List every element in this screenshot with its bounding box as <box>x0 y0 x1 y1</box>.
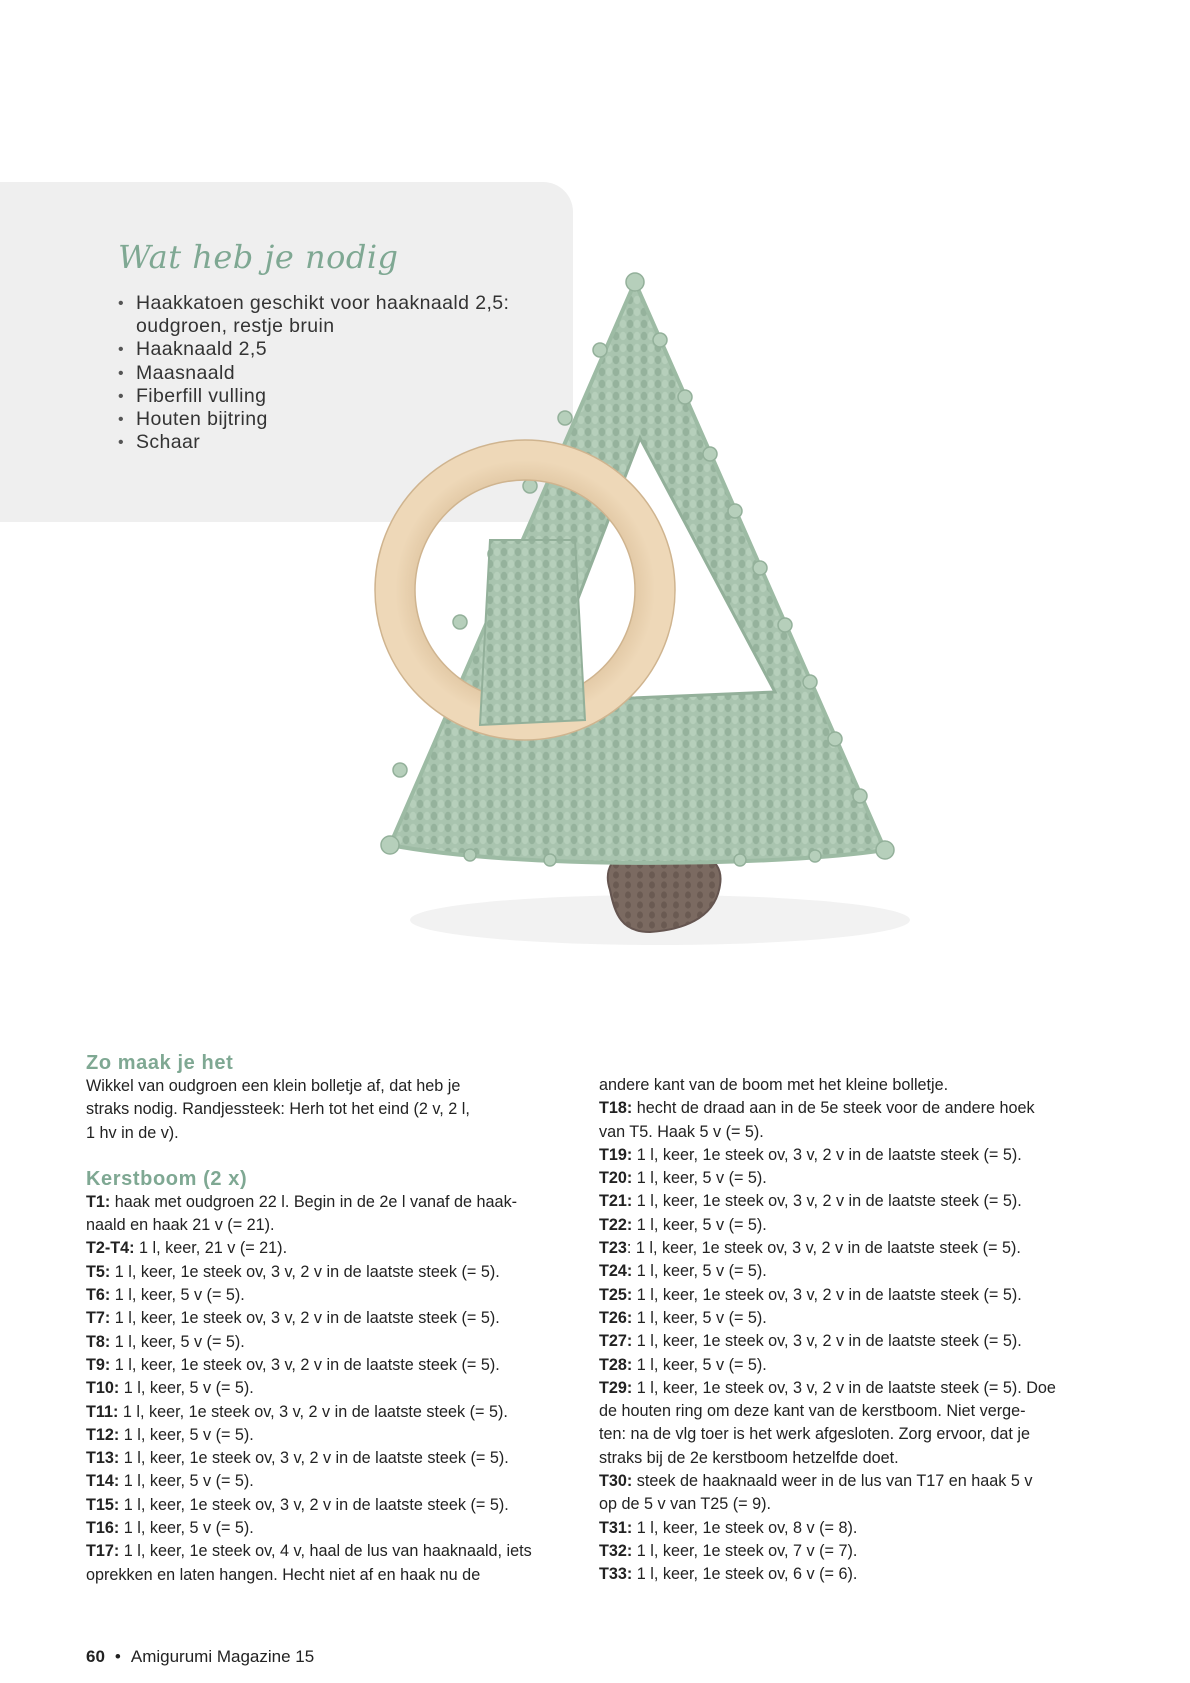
row-text: de houten ring om deze kant van de kerstboom. Niet verge- <box>599 1402 1026 1421</box>
pattern-row <box>599 1423 1099 1446</box>
pattern-row <box>86 1284 586 1307</box>
row-label: T16: <box>86 1519 120 1538</box>
row-text: haak met oudgroen 22 l. Begin in de 2e l vanaf de haak- <box>110 1192 518 1211</box>
pattern-row <box>86 1237 586 1260</box>
pattern-row <box>599 1260 1099 1283</box>
page-footer <box>86 1647 314 1667</box>
row-text: 1 l, keer, 5 v (= 5). <box>110 1332 245 1351</box>
row-label: T11: <box>86 1402 119 1421</box>
pattern-row <box>86 1517 586 1540</box>
row-label: T6: <box>86 1286 111 1305</box>
row-label: T15: <box>86 1495 120 1514</box>
row-label: T14: <box>86 1472 120 1491</box>
pattern-row <box>86 1331 586 1354</box>
pattern-row <box>599 1517 1099 1540</box>
pattern-row <box>599 1074 1099 1097</box>
materials-title: Wat heb je nodig <box>118 238 399 276</box>
pattern-row <box>599 1354 1099 1377</box>
magazine-name: Amigurumi Magazine 15 <box>130 1647 315 1666</box>
pattern-row <box>599 1493 1099 1516</box>
row-label: T28: <box>599 1355 633 1374</box>
pattern-row <box>599 1237 1099 1260</box>
row-label: T26: <box>599 1308 633 1327</box>
row-label: T23 <box>599 1239 627 1258</box>
row-text: steek de haaknaald weer in de lus van T17 en haak 5 v <box>632 1472 1033 1491</box>
row-text: 1 l, keer, 1e steek ov, 3 v, 2 v in de laatste steek (= 5). <box>632 1332 1022 1351</box>
pattern-rows-right <box>599 1074 1099 1587</box>
pattern-row <box>599 1400 1099 1423</box>
intro-heading: Zo maak je het <box>86 1052 234 1074</box>
row-label: T9: <box>86 1355 111 1374</box>
row-text: 1 l, keer, 1e steek ov, 3 v, 2 v in de laatste steek (= 5). <box>119 1449 509 1468</box>
row-text: 1 l, keer, 1e steek ov, 3 v, 2 v in de laatste steek (= 5). <box>110 1309 500 1328</box>
pattern-row <box>86 1470 586 1493</box>
row-label: T20: <box>599 1169 633 1188</box>
pattern-row <box>86 1424 586 1447</box>
row-text: 1 l, keer, 1e steek ov, 3 v, 2 v in de laatste steek (= 5). <box>632 1285 1022 1304</box>
pattern-row <box>86 1261 586 1284</box>
pattern-row <box>599 1377 1099 1400</box>
row-label: T13: <box>86 1449 120 1468</box>
intro-line: 1 hv in de v). <box>86 1123 179 1142</box>
material-item: • Fiberfill vulling <box>118 385 509 408</box>
row-text: 1 l, keer, 1e steek ov, 3 v, 2 v in de laatste steek (= 5). <box>632 1192 1022 1211</box>
row-text: 1 l, keer, 1e steek ov, 4 v, haal de lus van haaknaald, iets <box>119 1542 532 1561</box>
pattern-row <box>599 1330 1099 1353</box>
row-label: T10: <box>86 1379 120 1398</box>
pattern-row <box>86 1214 586 1237</box>
row-text: 1 l, keer, 5 v (= 5). <box>119 1519 254 1538</box>
row-label: T17: <box>86 1542 120 1561</box>
row-text: 1 l, keer, 5 v (= 5). <box>110 1286 245 1305</box>
row-text: andere kant van de boom met het kleine bolletje. <box>599 1076 949 1094</box>
row-label: T7: <box>86 1309 111 1328</box>
row-label: T5: <box>86 1262 111 1281</box>
page-number: 60 <box>86 1647 105 1666</box>
pattern-row <box>86 1191 586 1214</box>
row-label: T32: <box>599 1541 633 1560</box>
footer-separator: • <box>114 1647 121 1666</box>
material-item: • Haakkatoen geschikt voor haaknaald 2,5: <box>118 292 509 315</box>
row-label: T1: <box>86 1192 111 1211</box>
row-label: T8: <box>86 1332 111 1351</box>
right-column <box>599 1074 1099 1587</box>
row-label: T24: <box>599 1262 633 1281</box>
pattern-heading: Kerstboom (2 x) <box>86 1167 248 1190</box>
row-label: T29: <box>599 1378 633 1397</box>
pattern-rows-left <box>86 1191 586 1587</box>
row-text: 1 l, keer, 1e steek ov, 3 v, 2 v in de laatste steek (= 5). <box>632 1145 1022 1164</box>
row-text: op de 5 v van T25 (= 9). <box>599 1495 772 1514</box>
row-text: ten: na de vlg toer is het werk afgesloten. Zorg ervoor, dat je <box>599 1425 1031 1444</box>
pattern-row <box>599 1097 1099 1120</box>
row-label: T2-T4: <box>86 1239 135 1258</box>
row-text: hecht de draad aan in de 5e steek voor de andere hoek <box>632 1099 1035 1118</box>
row-text: 1 l, keer, 1e steek ov, 8 v (= 8). <box>632 1518 858 1537</box>
pattern-row <box>599 1121 1099 1144</box>
row-text: 1 l, keer, 5 v (= 5). <box>632 1262 767 1281</box>
row-text: straks bij de 2e kerstboom hetzelfde doet. <box>599 1448 899 1467</box>
pattern-row <box>599 1470 1099 1493</box>
pattern-row <box>599 1540 1099 1563</box>
crochet-tree-photo <box>360 270 960 1010</box>
row-text: van T5. Haak 5 v (= 5). <box>599 1122 764 1141</box>
intro-line: Wikkel van oudgroen een klein bolletje af, dat heb je <box>86 1077 461 1095</box>
row-text: 1 l, keer, 5 v (= 5). <box>632 1308 767 1327</box>
row-text: 1 l, keer, 5 v (= 5). <box>632 1355 767 1374</box>
pattern-row <box>599 1214 1099 1237</box>
row-label: T21: <box>599 1192 633 1211</box>
row-text: 1 l, keer, 5 v (= 5). <box>632 1215 767 1234</box>
row-text: 1 l, keer, 1e steek ov, 7 v (= 7). <box>632 1541 858 1560</box>
row-text: oprekken en laten hangen. Hecht niet af en haak nu de <box>86 1565 481 1584</box>
pattern-row <box>599 1447 1099 1470</box>
row-label: T12: <box>86 1425 120 1444</box>
row-text: 1 l, keer, 5 v (= 5). <box>632 1169 767 1188</box>
pattern-row <box>599 1307 1099 1330</box>
row-label: T22: <box>599 1215 633 1234</box>
pattern-row <box>86 1494 586 1517</box>
pattern-row <box>86 1564 586 1587</box>
row-text: : 1 l, keer, 1e steek ov, 3 v, 2 v in de laatste steek (= 5). <box>626 1239 1021 1258</box>
pattern-row <box>599 1284 1099 1307</box>
intro-line: straks nodig. Randjessteek: Herh tot het eind (2 v, 2 l, <box>86 1100 470 1119</box>
row-text: 1 l, keer, 5 v (= 5). <box>119 1425 254 1444</box>
pattern-row <box>86 1401 586 1424</box>
pattern-row <box>86 1354 586 1377</box>
row-label: T18: <box>599 1099 633 1118</box>
material-item: • Maasnaald <box>118 362 509 385</box>
pattern-row <box>599 1190 1099 1213</box>
pattern-row <box>599 1563 1099 1586</box>
pattern-row <box>86 1447 586 1470</box>
row-label: T27: <box>599 1332 633 1351</box>
row-text: 1 l, keer, 21 v (= 21). <box>134 1239 288 1258</box>
left-column <box>86 1051 586 1587</box>
row-label: T25: <box>599 1285 633 1304</box>
pattern-row <box>599 1167 1099 1190</box>
pattern-row <box>86 1377 586 1400</box>
row-text: 1 l, keer, 1e steek ov, 3 v, 2 v in de laatste steek (= 5). <box>110 1355 500 1374</box>
row-label: T30: <box>599 1472 633 1491</box>
row-text: 1 l, keer, 5 v (= 5). <box>119 1472 254 1491</box>
row-text: 1 l, keer, 1e steek ov, 3 v, 2 v in de laatste steek (= 5). Doe <box>632 1378 1056 1397</box>
material-item: • Haaknaald 2,5 <box>118 338 509 361</box>
material-item: • Schaar <box>118 431 509 454</box>
row-label: T33: <box>599 1565 633 1584</box>
material-item: oudgroen, restje bruin <box>136 315 335 338</box>
material-item: • Houten bijtring <box>118 408 509 431</box>
pattern-row <box>86 1307 586 1330</box>
row-text: naald en haak 21 v (= 21). <box>86 1216 275 1235</box>
row-text: 1 l, keer, 1e steek ov, 3 v, 2 v in de laatste steek (= 5). <box>119 1495 509 1514</box>
intro-text <box>86 1075 586 1145</box>
row-text: 1 l, keer, 1e steek ov, 6 v (= 6). <box>632 1565 858 1584</box>
row-label: T31: <box>599 1518 633 1537</box>
row-text: 1 l, keer, 5 v (= 5). <box>119 1379 254 1398</box>
row-label: T19: <box>599 1145 633 1164</box>
row-text: 1 l, keer, 1e steek ov, 3 v, 2 v in de laatste steek (= 5). <box>110 1262 500 1281</box>
pattern-row <box>86 1540 586 1563</box>
row-text: 1 l, keer, 1e steek ov, 3 v, 2 v in de laatste steek (= 5). <box>118 1402 508 1421</box>
pattern-row <box>599 1144 1099 1167</box>
